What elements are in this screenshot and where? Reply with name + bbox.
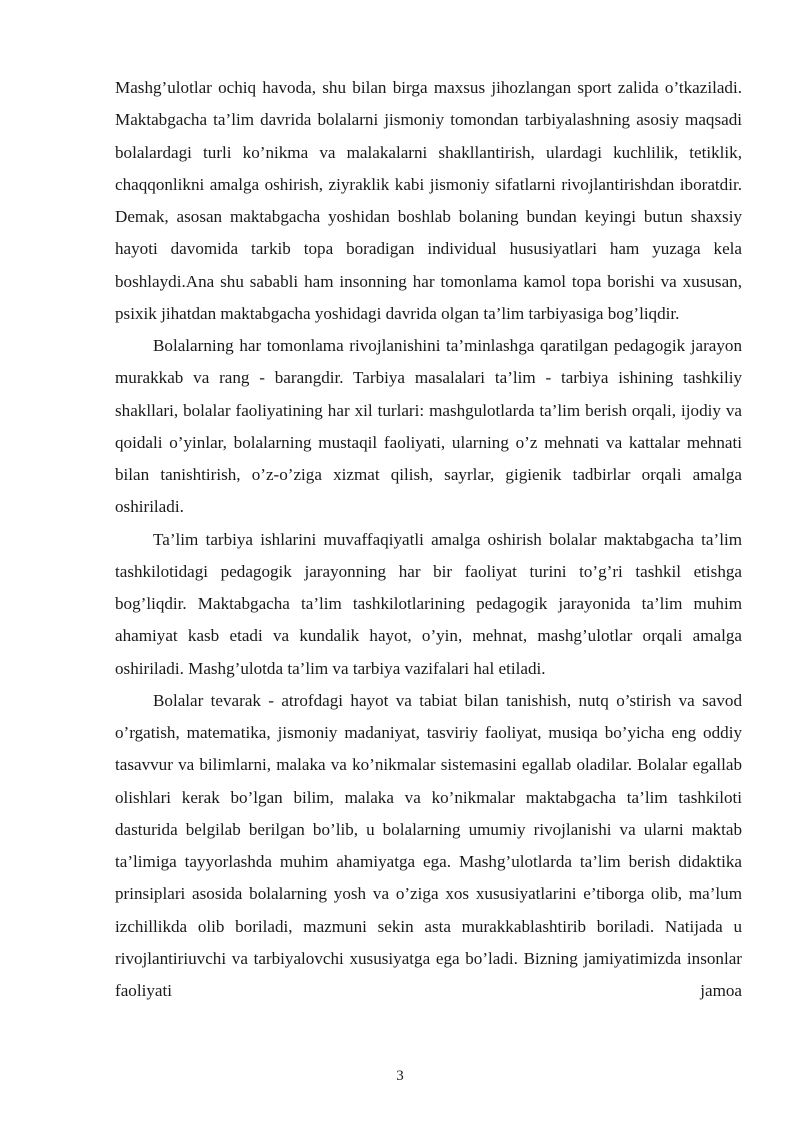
paragraph-4: Bolalar tevarak - atrofdagi hayot va tabiat bilan tanishish, nutq o’stirish va savod o’rgatish, matematika, jismoniy madaniyat, tasviriy faoliyat, musiqa bo’yicha eng oddiy tasavvur va bilimlarni, malaka va ko’nikmalar sistemasini egallab oladilar. Bolalar egallab olishlari kerak bo’lgan bilim, malaka va ko’nikmalar maktabgacha ta’lim tashkiloti dasturida belgilab berilgan bo’lib, u bolalarning umumiy rivojlanishi va ularni maktab ta’limiga tayyorlashda muhim ahamiyatga ega. Mashg’ulotlarda ta’lim berish didaktika prinsiplari asosida bolalarning yosh va o’ziga xos xususiyatlarini e’tiborga olib, ma’lum izchillikda olib boriladi, mazmuni sekin asta murakkablashtirib boriladi. Natijada u rivojlantiriuvchi va tarbiyalovchi xususiyatga ega bo’ladi. Bizning jamiyatimizda insonlar faoliyati jamoa [115, 690, 742, 1000]
document-body [115, 72, 742, 1007]
page-number: 3 [396, 1068, 404, 1084]
paragraph-1: Mashg’ulotlar ochiq havoda, shu bilan birga maxsus jihozlangan sport zalida o’tkaziladi. Maktabgacha ta’lim davrida bolalarni jismoniy tomondan tarbiyalashning asosiy maqsadi bolalardagi turli ko’nikma va malakalarni shakllantirish, ulardagi kuchlilik, tetiklik, chaqqonlikni amalga oshirish, ziyraklik kabi jismoniy sifatlarni rivojlantirishdan iboratdir. Demak, asosan maktabgacha yoshidan boshlab bolaning bundan keyingi butun shaxsiy hayoti davomida tarkib topa boradigan individual hususiyatlari ham yuzaga kela boshlaydi.Ana shu sababli ham insonning har tomonlama kamol topa borishi va xususan, psixik jihatdan maktabgacha yoshidagi davrida olgan ta’lim tarbiyasiga bog’liqdir. [115, 78, 742, 323]
paragraph-3: Ta’lim tarbiya ishlarini muvaffaqiyatli amalga oshirish bolalar maktabgacha ta’lim tashkilotidagi pedagogik jarayonning har bir faoliyat turini to’g’ri tashkil etishga bog’liqdir. Maktabgacha ta’lim tashkilotlarining pedagogik jarayonida ta’lim muhim ahamiyat kasb etadi va kundalik hayot, o’yin, mehnat, mashg’ulotlar orqali amalga oshiriladi. Mashg’ulotda ta’lim va tarbiya vazifalari hal etiladi. [115, 529, 742, 678]
paragraph-2: Bolalarning har tomonlama rivojlanishini ta’minlashga qaratilgan pedagogik jarayon murakkab va rang - barangdir. Tarbiya masalalari ta’lim - tarbiya ishining tashkiliy shakllari, bolalar faoliyatining har xil turlari: mashgulotlarda ta’lim berish orqali, ijodiy va qoidali o’yinlar, bolalarning mustaqil faoliyati, ularning o’z mehnati va kattalar mehnati bilan tanishtirish, o’z-o’ziga xizmat qilish, sayrlar, gigienik tadbirlar orqali amalga oshiriladi. [115, 336, 742, 517]
